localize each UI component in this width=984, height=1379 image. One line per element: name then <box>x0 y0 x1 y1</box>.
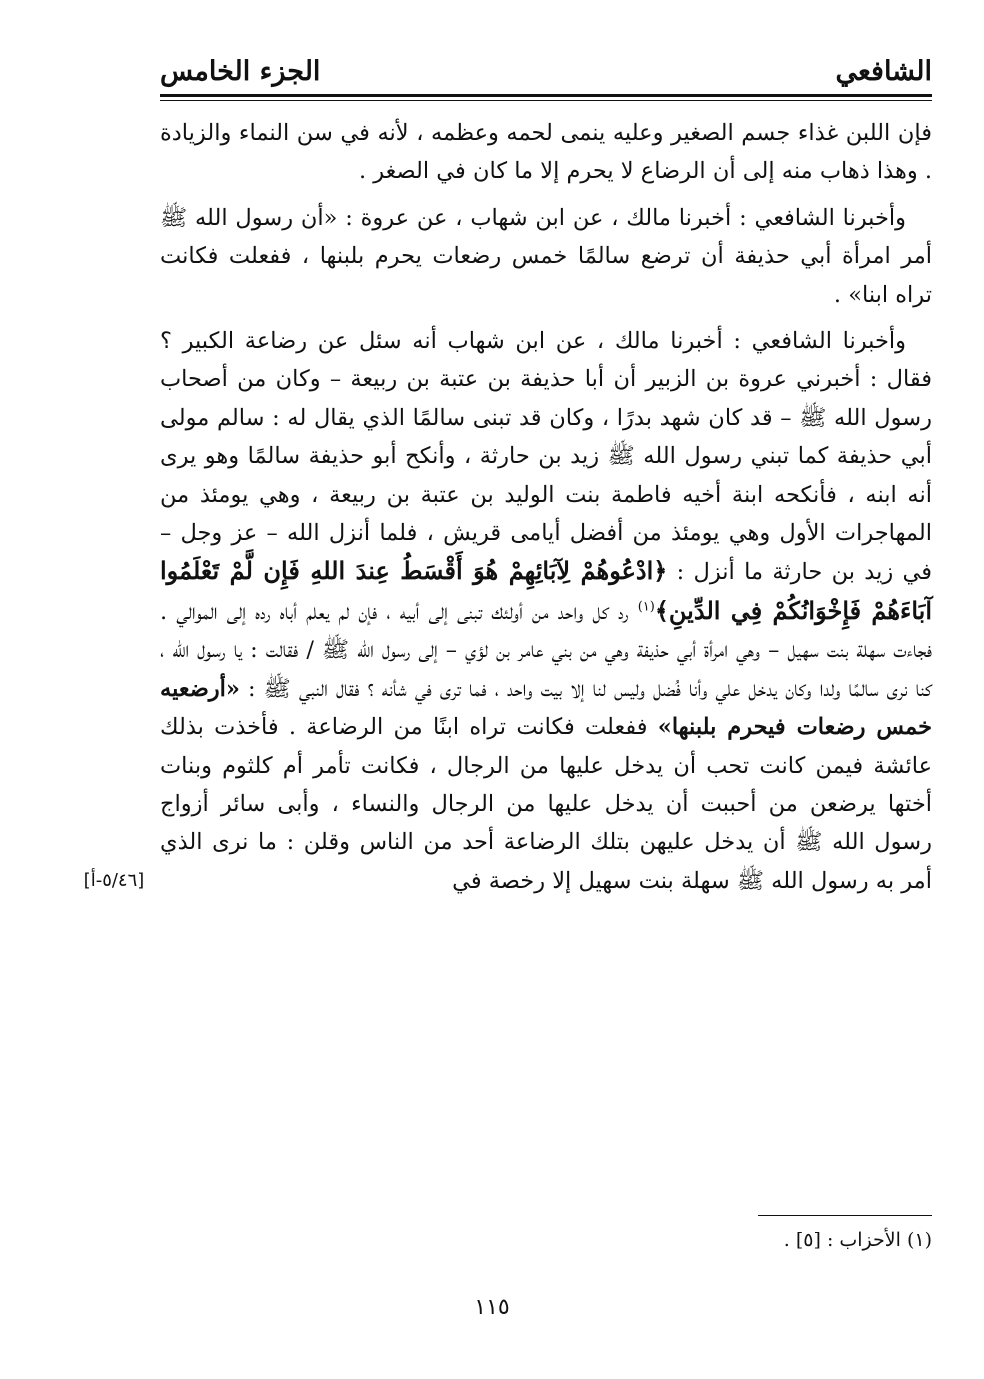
main-text <box>160 114 932 908</box>
page-number: ١١٥ <box>474 1295 510 1320</box>
hadith-quote-bold: «أرضعيه خمس رضعات فيحرم بلبنها» <box>160 675 932 741</box>
paragraph-3-text-c: ففعلت فكانت تراه ابنًا من الرضاعة . فأخذت بذلك عائشة فيمن كانت تحب أن يدخل عليها من الرجال ، فكانت تأمر أم كلثوم وبنات أختها يرضعن من أحببت أن يدخل عليها من الرجال والنساء ، وأبى سائر أزواج رسول الله ﷺ أن يدخل عليهن بتلك الرضاعة أحد من الناس وقلن : ما نرى الذي أمر به رسول الله ﷺ سهلة بنت سهيل إلا رخصة في <box>160 714 932 894</box>
paragraph-2: وأخبرنا الشافعي : أخبرنا مالك ، عن ابن شهاب ، عن عروة : «أن رسول الله ﷺ أمر امرأة أبي حذيفة أن ترضع سالمًا خمس رضعات يحرم بلبنها ، ففعلت فكانت تراه ابنا» . <box>160 204 932 308</box>
paragraph-3-text-b: رد كل واحد من أولئك تبنى إلى أبيه ، فإن لم يعلم أباه رده إلى الموالي . فجاءت سهلة بنت سهيل – وهي امرأة أبي حذيفة وهي من بني عامر بن لؤي – إلى رسول الله ﷺ / فقالت : يا رسول الله ، كنا نرى سالمًا ولدا وكان يدخل علي وأنا فُضل وليس لنا إلا بيت واحد ، فما ترى في شأنه ؟ فقال النبي ﷺ : <box>160 598 932 702</box>
manuscript-margin-reference: [٥/٤٦-أ] <box>83 870 145 891</box>
footnote: (١) الأحزاب : [٥] . <box>783 1229 932 1251</box>
header-rule-thick <box>160 94 932 97</box>
paragraph-1: فإن اللبن غذاء جسم الصغير وعليه ينمى لحمه وعظمه ، لأنه في سن النماء والزيادة . وهذا ذهاب منه إلى أن الرضاع لا يحرم إلا ما كان في الصغر . <box>160 120 932 185</box>
volume-title: الجزء الخامس <box>160 56 321 87</box>
quran-verse: ﴿ادْعُوهُمْ لِآبَائِهِمْ هُوَ أَقْسَطُ عِندَ اللهِ فَإِن لَّمْ تَعْلَمُوا آبَاءَهُمْ فَإِخْوَانُكُمْ فِي الدِّينِ﴾ <box>160 556 932 625</box>
book-title: الشافعي <box>835 56 932 87</box>
header-rule-thin <box>160 100 932 101</box>
paragraph-3 <box>160 322 932 900</box>
footnote-marker: (١) <box>637 599 655 615</box>
footnote-rule <box>758 1215 932 1216</box>
running-header <box>160 52 932 92</box>
paragraph-3-text-a: وأخبرنا الشافعي : أخبرنا مالك ، عن ابن شهاب أنه سئل عن رضاعة الكبير ؟ فقال : أخبرني عروة بن الزبير أن أبا حذيفة بن عتبة بن ربيعة – وكان من أصحاب رسول الله ﷺ – قد كان شهد بدرًا ، وكان قد تبنى سالمًا الذي يقال له : سالم مولى أبي حذيفة كما تبني رسول الله ﷺ زيد بن حارثة ، وأنكح أبو حذيفة سالمًا وهو يرى أنه ابنه ، فأنكحه ابنة أخيه فاطمة بنت الوليد بن عتبة بن ربيعة ، وهي يومئذ من المهاجرات الأول وهي يومئذ من أفضل أيامى قريش ، فلما أنزل الله – عز وجل – في زيد بن حارثة ما أنزل : <box>160 328 933 586</box>
